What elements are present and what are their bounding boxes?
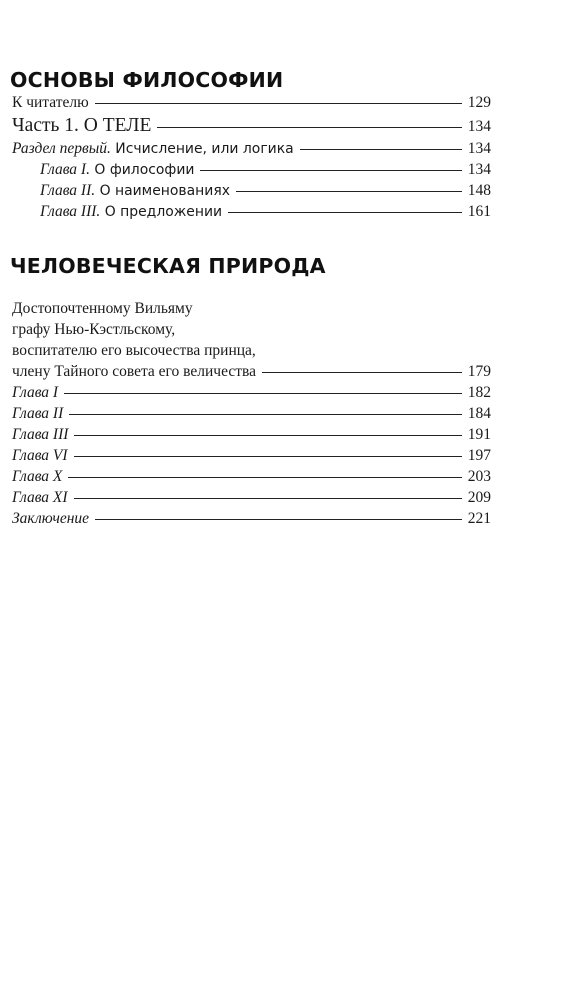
toc-entry-label: Глава XI: [12, 489, 68, 506]
toc-entry-page: 161: [467, 203, 491, 220]
toc-entry-page: 148: [467, 182, 491, 199]
leader-line: [74, 498, 462, 499]
section-title-foundations: ОСНОВЫ ФИЛОСОФИИ: [10, 68, 284, 92]
toc-entry-page: 129: [467, 94, 491, 111]
toc-list-foundations: [0, 92, 571, 222]
toc-entry-label: члену Тайного совета его величества: [12, 363, 257, 380]
toc-entry-page: 203: [467, 468, 491, 485]
toc-entry-page: 179: [467, 363, 491, 380]
toc-entry-to-reader[interactable]: [0, 92, 571, 113]
toc-entry-page: 134: [467, 140, 491, 157]
toc-entry-part-1[interactable]: [0, 113, 571, 138]
leader-line: [95, 103, 462, 104]
toc-entry-page: 134: [467, 118, 491, 135]
toc-entry-chapter-6[interactable]: [0, 445, 571, 466]
toc-entry-chapter-11[interactable]: [0, 487, 571, 508]
leader-line: [68, 477, 461, 478]
toc-entry-label: Глава I: [12, 384, 59, 401]
toc-entry-chapter-2[interactable]: [0, 403, 571, 424]
toc-entry-label: Часть 1. О ТЕЛЕ: [12, 115, 152, 136]
toc-entry-page: 134: [467, 161, 491, 178]
toc-entry-label: Глава III. О предложении: [40, 203, 223, 220]
leader-line: [74, 456, 462, 457]
toc-entry-label: Глава X: [12, 468, 63, 485]
leader-line: [200, 170, 461, 171]
toc-entry-label: К читателю: [12, 94, 89, 111]
toc-entry-label: Глава III: [12, 426, 69, 443]
toc-entry-chapter-1[interactable]: [0, 382, 571, 403]
leader-line: [64, 393, 462, 394]
leader-line: [157, 127, 461, 128]
toc-entry-page: 197: [467, 447, 491, 464]
leader-line: [69, 414, 461, 415]
dedication-line: графу Нью-Кэстльскому,: [12, 321, 176, 338]
toc-entry-chapter-1[interactable]: [0, 159, 571, 180]
toc-entry-label: Заключение: [12, 510, 90, 527]
toc-entry-section-1[interactable]: [0, 138, 571, 159]
toc-entry-chapter-3[interactable]: [0, 201, 571, 222]
toc-entry-label: Глава II. О наименованиях: [40, 182, 230, 199]
toc-entry-chapter-2[interactable]: [0, 180, 571, 201]
toc-entry-page: 221: [467, 510, 491, 527]
leader-line: [74, 435, 461, 436]
toc-entry-page: 209: [467, 489, 491, 506]
leader-line: [262, 372, 462, 373]
dedication-line: Достопочтенному Вильяму: [12, 300, 193, 317]
toc-entry-label: Глава II: [12, 405, 64, 422]
toc-list-human-nature: [0, 298, 571, 529]
toc-entry-conclusion[interactable]: [0, 508, 571, 529]
toc-entry-page: 184: [467, 405, 491, 422]
leader-line: [228, 212, 462, 213]
leader-line: [95, 519, 462, 520]
toc-entry-page: 182: [467, 384, 491, 401]
toc-entry-label: Раздел первый. Исчисление, или логика: [12, 140, 294, 157]
toc-entry-chapter-3[interactable]: [0, 424, 571, 445]
leader-line: [236, 191, 462, 192]
section-title-human-nature: ЧЕЛОВЕЧЕСКАЯ ПРИРОДА: [10, 254, 326, 278]
toc-entry-chapter-10[interactable]: [0, 466, 571, 487]
toc-entry-dedication[interactable]: [0, 361, 571, 382]
dedication-line: воспитателю его высочества принца,: [12, 342, 256, 359]
toc-entry-label: Глава I. О философии: [40, 161, 195, 178]
toc-entry-label: Глава VI: [12, 447, 68, 464]
leader-line: [300, 149, 462, 150]
toc-entry-page: 191: [467, 426, 491, 443]
